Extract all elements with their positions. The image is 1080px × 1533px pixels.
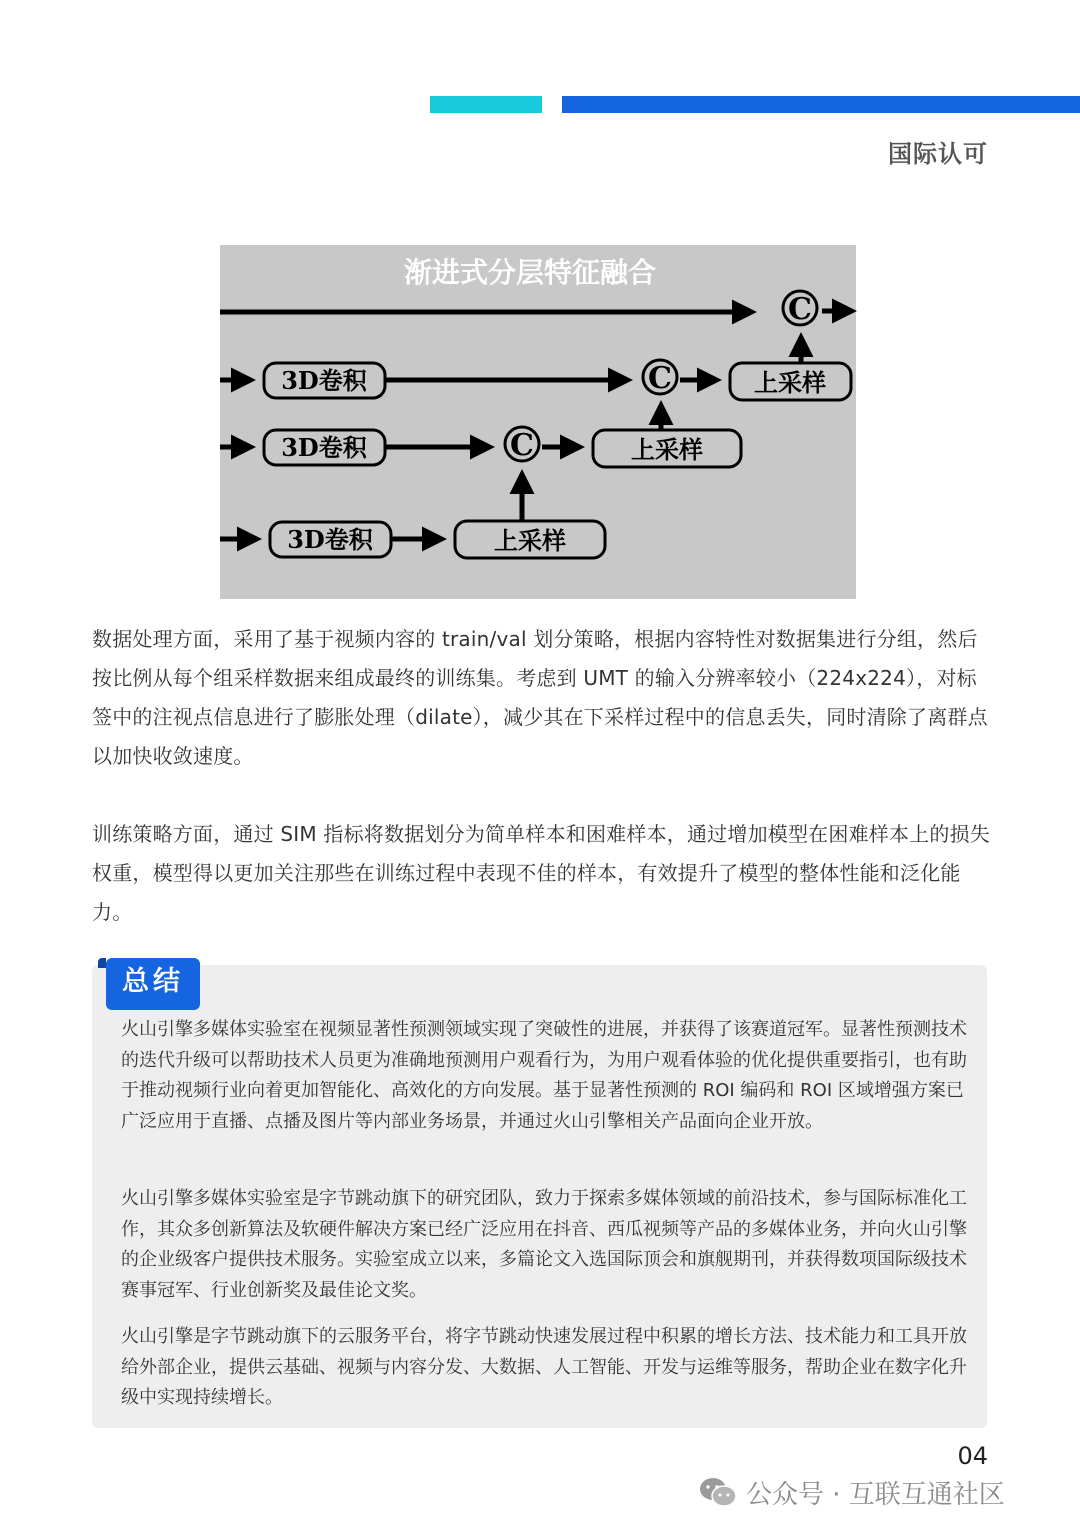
watermark [698,1474,1005,1510]
svg-text:上采样: 上采样 [494,527,566,555]
section-title: 国际认可 [888,140,988,168]
svg-text:C: C [510,428,534,463]
summary-badge: 总结 [106,958,200,1010]
header-accent-bar-blue [562,96,1080,113]
page-number: 04 [957,1442,988,1470]
svg-text:C: C [788,292,812,327]
header-accent-bar-cyan [430,96,542,113]
upsample-box-row2 [593,430,741,467]
summary-paragraph-3: 火山引擎是字节跳动旗下的云服务平台，将字节跳动快速发展过程中积累的增长方法、技术能力和工具开放给外部企业，提供云基础、视频与内容分发、大数据、人工智能、开发与运维等服务，帮助企业在数字化升级中实现持续增长。 [121,1326,967,1408]
concat-node-top [783,291,817,327]
upsample-box-row1 [730,363,851,400]
concat-node-row1 [643,360,677,396]
conv3d-box-row3 [270,522,391,557]
conv3d-box-row2 [264,430,385,465]
svg-text:3D卷积: 3D卷积 [281,366,367,395]
svg-text:3D卷积: 3D卷积 [281,433,367,462]
body-paragraph-training-strategy: 训练策略方面，通过 SIM 指标将数据划分为简单样本和困难样本，通过增加模型在困难样本上的损失权重，模型得以更加关注那些在训练过程中表现不佳的样本，有效提升了模型的整体性能和泛化能力。 [92,822,990,924]
body-paragraph-data-processing: 数据处理方面，采用了基于视频内容的 train/val 划分策略，根据内容特性对数据集进行分组，然后按比例从每个组采样数据来组成最终的训练集。考虑到 UMT 的输入分辨率较小（224x224），对标签中的注视点信息进行了膨胀处理（dilate），减少其在下采样过程中的信息丢失，同时清除了离群点以加快收敛速度。 [92,627,988,768]
summary-paragraph-1: 火山引擎多媒体实验室在视频显著性预测领域实现了突破性的进展，并获得了该赛道冠军。显著性预测技术的迭代升级可以帮助技术人员更为准确地预测用户观看行为，为用户观看体验的优化提供重要指引，也有助于推动视频行业向着更加智能化、高效化的方向发展。基于显著性预测的 ROI 编码和 ROI 区域增强方案已广泛应用于直播、点播及图片等内部业务场景，并通过火山引擎相关产品面向企业开放。 [121,1019,967,1132]
concat-node-row2 [505,427,539,463]
diagram-title: 渐进式分层特征融合 [403,256,657,289]
summary-paragraph-2: 火山引擎多媒体实验室是字节跳动旗下的研究团队，致力于探索多媒体领域的前沿技术，参与国际标准化工作，其众多创新算法及软硬件解决方案已经广泛应用在抖音、西瓜视频等产品的多媒体业务，并向火山引擎的企业级客户提供技术服务。实验室成立以来，多篇论文入选国际顶会和旗舰期刊，并获得数项国际级技术赛事冠军、行业创新奖及最佳论文奖。 [121,1188,967,1301]
feature-fusion-diagram [220,245,860,599]
watermark-text: 公众号 · 互联互通社区 [746,1479,1005,1510]
svg-text:上采样: 上采样 [754,369,826,397]
conv3d-box-row1 [264,363,385,398]
svg-text:上采样: 上采样 [631,436,703,464]
upsample-box-row3 [455,521,605,558]
svg-text:C: C [648,361,672,396]
wechat-icon [698,1476,738,1508]
svg-text:3D卷积: 3D卷积 [287,525,373,554]
